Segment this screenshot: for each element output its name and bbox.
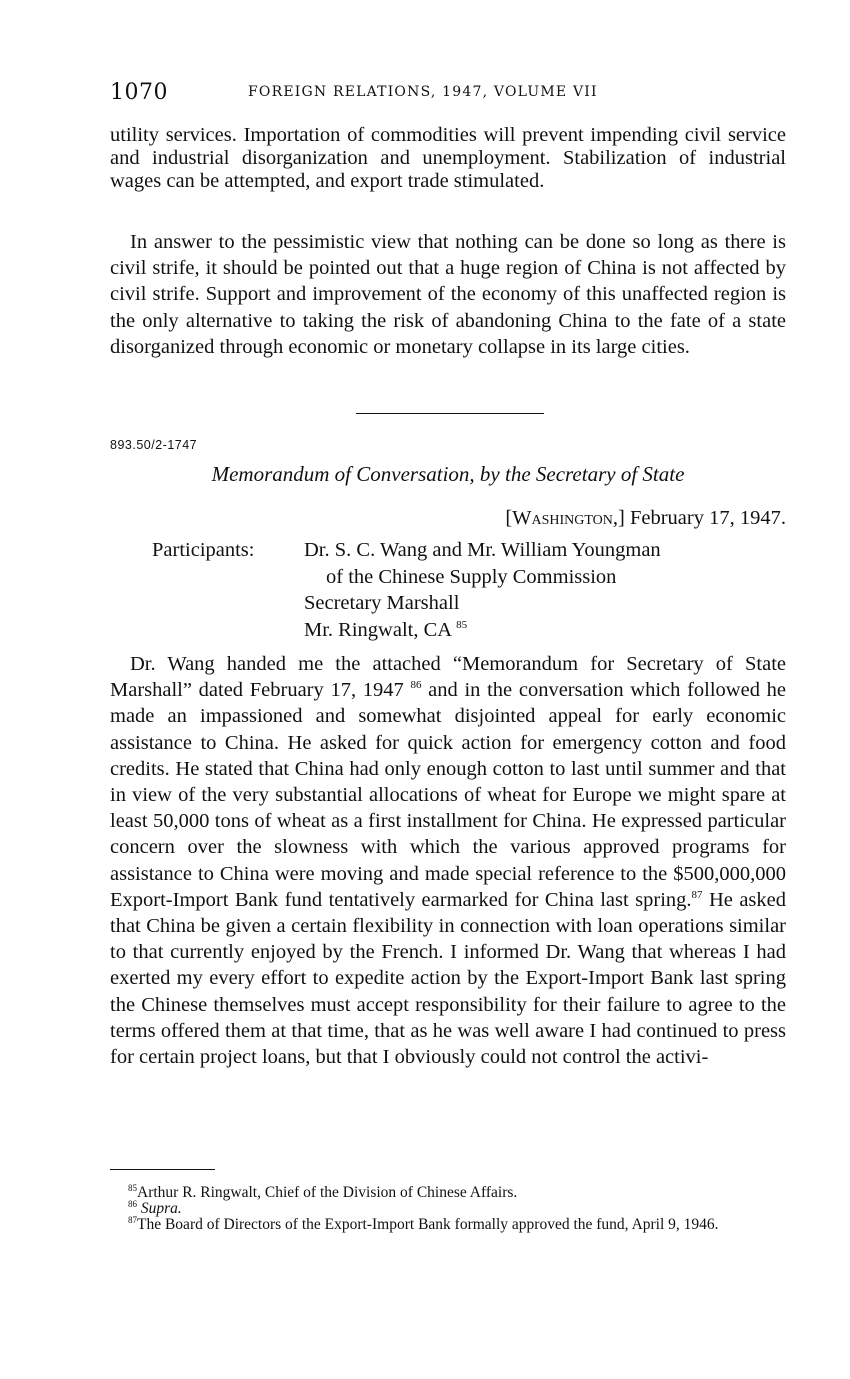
participant-line xyxy=(304,617,784,644)
paragraph-pessimistic-view: In answer to the pessimistic view that nothing can be done so long as there is civil strife, it should be pointed out that a huge region of China is not affected by civil strife. Support and improvement of the economy of this unaffected region is the only alternative to taking the risk of abandoning China to the fate of a state disorganized through economic or monetary collapse in its large cities. xyxy=(110,231,786,358)
footnote-87 xyxy=(110,1214,786,1233)
memo-text-part-1: Dr. Wang handed me the attached “Memorandum for Secretary of State Marshall” dated February 17, 1947 xyxy=(110,653,786,702)
paragraph-continued: utility services. Importation of commodities will prevent impending civil service and industrial disorganization and unemployment. Stabilization of industrial wages can be attempted, and export trade stimulated. xyxy=(110,124,786,192)
dateline-place: [Washington,] xyxy=(505,507,625,529)
footnote-number: 86 xyxy=(128,1198,137,1209)
participant-line: Dr. S. C. Wang and Mr. William Youngman xyxy=(304,539,661,561)
participant-name: Mr. Ringwalt, CA xyxy=(304,618,451,641)
footnote-number: 87 xyxy=(128,1214,137,1225)
memo-text-part-2: and in the conversation which followed he made an impassioned and somewhat disjointed appeal for early economic assistance to China. He asked for quick action for emergency cotton and food credits. He stated that China had only enough cotton to last until summer and that in view of the very substantial allocations of wheat for Europe we might spare at least 50,000 tons of wheat as a first installment for China. He expressed particular concern over the slowness with which the various approved programs for assistance to China were moving and made special reference to the $500,000,000 Export-Import Bank fund tentatively earmarked for China last spring. xyxy=(110,679,787,911)
section-divider xyxy=(356,413,544,414)
memo-text-part-3: He asked that China be given a certain flexibility in connection with loan operations similar to that currently enjoyed by the French. I informed Dr. Wang that whereas I had exerted my every effort to expedite action by the Export-Import Bank last spring the Chinese themselves must accept responsibility for their failure to agree to the terms offered them at that time, that as he was well aware I had continued to press for certain project loans, but that I obviously could not control the activi- xyxy=(110,888,786,1069)
footnote-85 xyxy=(110,1182,786,1201)
running-head: FOREIGN RELATIONS, 1947, VOLUME VII xyxy=(248,84,598,100)
page-number: 1070 xyxy=(110,80,168,105)
footnote-text: Supra. xyxy=(140,1200,182,1217)
footnote-number: 85 xyxy=(128,1182,137,1193)
participants-label: Participants: xyxy=(152,539,255,561)
participants-list xyxy=(304,537,784,643)
dateline-date: February 17, 1947. xyxy=(629,507,786,529)
footnotes xyxy=(110,1182,786,1233)
footnote-text: Arthur R. Ringwalt, Chief of the Division of Chinese Affairs. xyxy=(137,1184,518,1201)
participant-line: Secretary Marshall xyxy=(304,592,460,614)
footnote-text: The Board of Directors of the Export-Import Bank formally approved the fund, April 9, 1946. xyxy=(137,1216,719,1233)
file-number: 893.50/2-1747 xyxy=(110,438,198,452)
footnote-ref-86: 86 xyxy=(410,679,422,692)
page-header xyxy=(110,80,786,110)
footnote-rule xyxy=(110,1169,215,1170)
footnote-ref-85: 85 xyxy=(456,618,468,631)
memo-body-paragraph xyxy=(110,651,786,1070)
footnote-86 xyxy=(110,1198,786,1217)
memo-title: Memorandum of Conversation, by the Secretary of State xyxy=(211,462,685,486)
dateline xyxy=(505,507,786,530)
participant-line: of the Chinese Supply Commission xyxy=(326,565,617,588)
footnote-ref-87: 87 xyxy=(691,889,703,901)
